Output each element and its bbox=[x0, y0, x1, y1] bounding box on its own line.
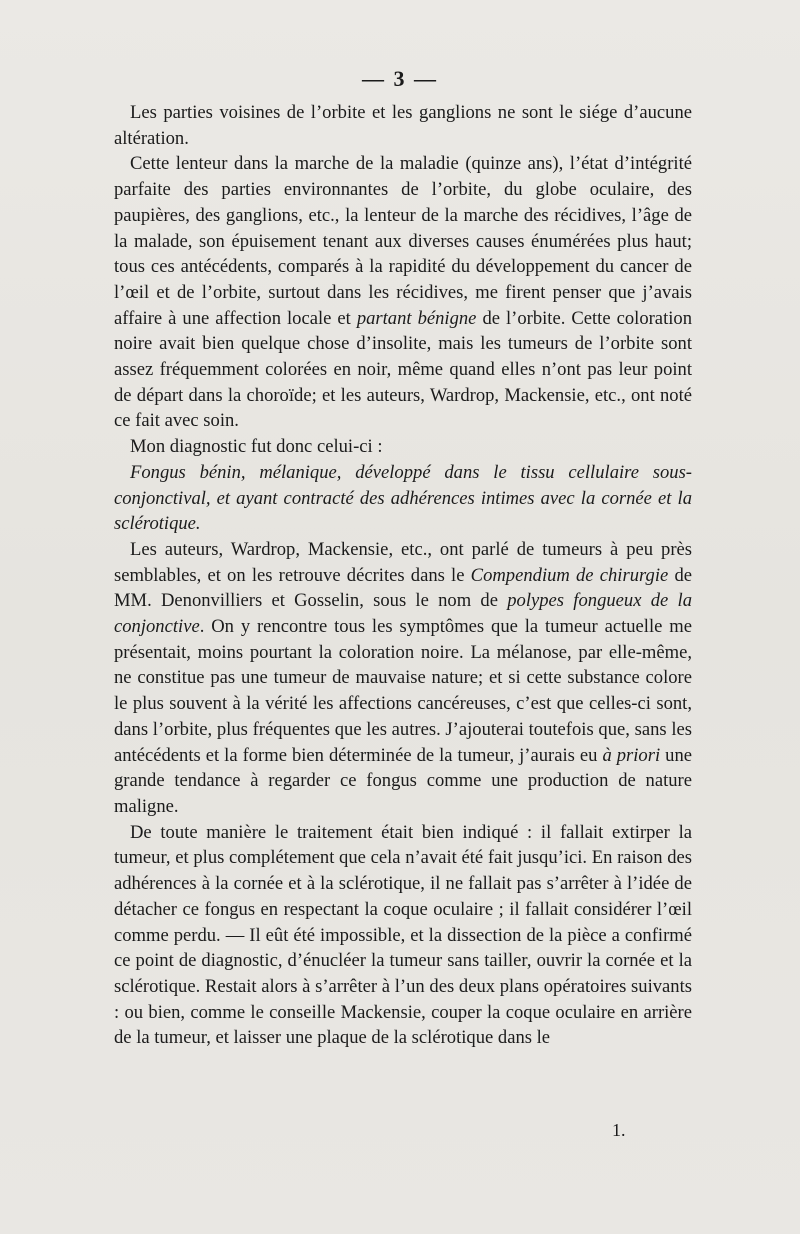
paragraph-2 bbox=[114, 151, 692, 434]
page-number: — 3 — bbox=[362, 66, 438, 91]
paragraph-5-text-b: de MM. Denonvilliers et Gosselin, sous le nom de bbox=[114, 564, 692, 612]
diagnosis-paragraph: Fongus bénin, mélanique, développé dans le tissu cellulaire sous-conjonctival, et ayant contracté des adhérences intimes avec la cornée et la sclérotique. bbox=[114, 461, 692, 535]
paragraph-2-text-a: Cette lenteur dans la marche de la maladie (quinze ans), l’état d’intégrité parfaite des parties environnantes de l’orbite, du globe oculaire, des paupières, des ganglions, etc., la lenteur de la marche des récidives, l’âge de la malade, son épuisement tenant aux diverses causes énumérées plus haut; tous ces antécédents, comparés à la rapidité du développement du cancer de l’œil et de l’orbite, surtout dans les récidives, me firent penser que j’avais affaire à une affection locale et bbox=[114, 153, 692, 329]
paragraph-5-text-a: Les auteurs, Wardrop, Mackensie, etc., ont parlé de tumeurs à peu près semblables, et on les retrouve décrites dans le bbox=[114, 538, 692, 586]
polypes-term: polypes fongueux de la conjonctive bbox=[114, 590, 692, 638]
paragraph-5-text-d: une grande tendance à regarder ce fongus comme une production de nature maligne. bbox=[114, 744, 692, 817]
paragraph-6: De toute manière le traitement était bien indiqué : il fallait extirper la tumeur, et plus complétement que cela n’avait été fait jusqu’ici. En raison des adhérences à la cornée et à la sclérotique, il ne fallait pas s’arrêter à l’idée de détacher ce fongus en respectant la coque oculaire ; il fallait considérer l’œil comme perdu. — Il eût été impossible, et la dissection de la pièce a confirmé ce point de diagnostic, d’énucléer la tumeur sans tailler, ouvrir la cornée et la sclérotique. Restait alors à s’arrêter à l’un des deux plans opératoires suivants : ou bien, comme le conseille Mackensie, couper la coque oculaire en arrière de la tumeur, et laisser une plaque de la sclérotique dans le bbox=[114, 821, 692, 1049]
paragraph-5 bbox=[114, 537, 692, 820]
paragraph-5-text-c: . On y rencontre tous les symptômes que la tumeur actuelle me présentait, moins pourtant la coloration noire. La mélanose, par elle-même, ne constitue pas une tumeur de mauvaise nature; et si cette substance colore le plus souvent à la vérité les affections cancéreuses, c’est que celles-ci sont, dans l’orbite, plus fréquentes que les autres. J’ajouterai toutefois que, sans les antécédents et la forme bien déterminée de la tumeur, j’aurais eu bbox=[114, 616, 692, 766]
paragraph-3: Mon diagnostic fut donc celui-ci : bbox=[130, 436, 383, 458]
paragraph-1: Les parties voisines de l’orbite et les ganglions ne sont le siége d’aucune altération. bbox=[114, 102, 692, 149]
body-text bbox=[114, 100, 692, 1051]
signature-mark: 1. bbox=[612, 1120, 626, 1140]
paragraph-2-text-b: de l’orbite. Cette coloration noire avait bien quelque chose d’insolite, mais les tumeurs de l’orbite sont assez fréquemment colorées en noir, même quand elles n’ont pas leur point de départ dans la choroïde; et les auteurs, Wardrop, Mackensie, etc., ont noté ce fait avec soin. bbox=[114, 307, 692, 432]
compendium-title: Compendium de chirurgie bbox=[470, 564, 669, 586]
a-priori-term: à priori bbox=[602, 744, 661, 766]
paragraph-2-italic: partant bénigne bbox=[356, 307, 477, 329]
